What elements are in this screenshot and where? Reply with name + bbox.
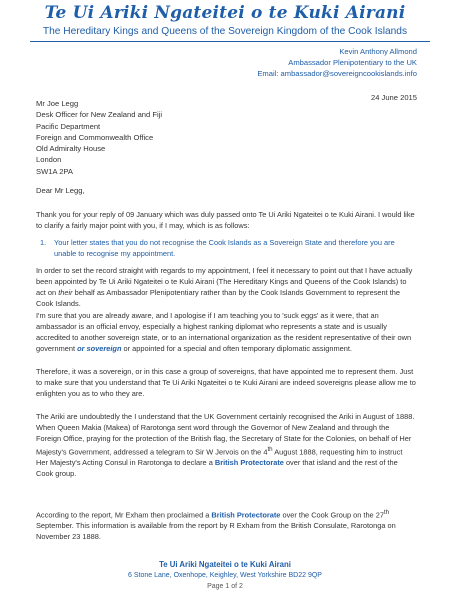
paragraph-5 [36,411,416,479]
letterhead-divider [30,41,430,42]
paragraph-4: Therefore, it was a sovereign, or in this case a group of sovereigns, that have appointed me to represent them. Just to make sure that you understand that Te Ui Ariki Ngateitei o te Kuki Airani are indeed sovereigns please allow me to enlighten you as to who they are. [36,367,416,398]
p6-text-c: September. This information is available from the report by R Exham from the British Consulate, Rarotonga on November 23 1888. [36,521,396,542]
list-number: 1. [40,238,47,247]
letterhead-title: Te Ui Ariki Ngateitei o te Kuki Airani [44,3,406,23]
recipient-line: Pacific Department [36,121,101,131]
paragraph-2 [36,265,416,309]
letterhead-subtitle: The Hereditary Kings and Queens of the Sovereign Kingdom of the Cook Islands [42,26,408,37]
letter-date: 24 June 2015 [370,93,417,102]
paragraph-1: Thank you for your reply of 09 January which was duly passed onto Te Ui Ariki Ngateitei o te Kuki Airani. I would like to clarify a fairly major point with you, if I may, which is as follows: [36,210,415,230]
p6-bold: British Protectorate [211,510,281,520]
page-number: Page 1 of 2 [207,583,243,590]
p5-text-c: over that island and the rest of the Cook group. [36,458,398,479]
paragraph-6 [36,507,416,542]
p2-text-b: behalf as Ambassador Plenipotentiary rather than by the Cook Islands Government to represent the Cook Islands. [36,288,401,308]
sender-role: Ambassador Plenipotentiary to the UK [288,58,417,67]
recipient-line: Desk Officer for New Zealand and Fiji [36,110,163,120]
recipient-line: Old Admiralty House [36,144,106,154]
recipient-line: Foreign and Commonwealth Office [36,132,154,142]
p5-superscript: th [267,446,273,453]
sender-name: Kevin Anthony Allmond [339,47,417,56]
p6-text-b: over the Cook Group on the 27 [280,510,384,520]
p3-emphasis: or sovereign [77,344,122,353]
recipient-line: SW1A 2PA [36,166,74,176]
salutation: Dear Mr Legg, [36,186,85,195]
p5-text-b: August 1888, requesting him to instruct Her Majesty's Acting Consul in Rarotonga to declare a [36,447,403,468]
p2-text-a: In order to set the record straight with regards to my appointment, I feel it necessary to point out that I have actually been appointed by Te Ui Ariki Ngateitei o te Kuki Airani (The Hereditary Kings and Queens of the Cook Islands) to act on [36,266,413,297]
sender-email: Email: ambassador@sovereigncookislands.info [257,69,417,78]
list-text: Your letter states that you do not recognise the Cook Islands as a Sovereign State and therefore you are unable to recognise my appointment. [54,238,395,258]
sender-block [257,46,417,79]
p6-text-a: According to the report, Mr Exham then proclaimed a [36,510,212,520]
recipient-line: Mr Joe Legg [36,99,79,108]
p5-bold: British Protectorate [214,458,284,468]
footer-address: 6 Stone Lane, Oxenhope, Keighley, West Yorkshire BD22 9QP [128,572,322,579]
p5-text-a: The Ariki are undoubtedly the I understand that the UK Government certainly recognised the Ariki in August of 1888. When Queen Makia (Makea) of Rarotonga sent word through the Governor of New Zealand and through the Foreign Office, praying for the protection of the British flag, the Secretary of State for the Colonies, on behalf of Her Majesty's Government, addressed a telegram to Sir W Jervois on the 4 [36,412,415,457]
p2-emphasis: their [58,288,73,297]
p6-superscript: th [383,509,390,516]
paragraph-3 [36,310,416,354]
recipient-address [36,98,162,177]
recipient-line: London [36,155,62,165]
p3-text-a: I'm sure that you are already aware, and I apologise if I am teaching you to 'suck eggs' as it were, that an ambassador is an official envoy, especially a highest ranking diplomat who represents a state and is usually accredited to another sovereign state, or to an international organization as the resident representative of their own government [36,311,412,353]
p3-text-b: or appointed for a special and often temporary diplomatic assignment. [121,344,352,353]
footer-org-name: Te Ui Ariki Ngateitei o te Kuki Airani [159,560,291,569]
